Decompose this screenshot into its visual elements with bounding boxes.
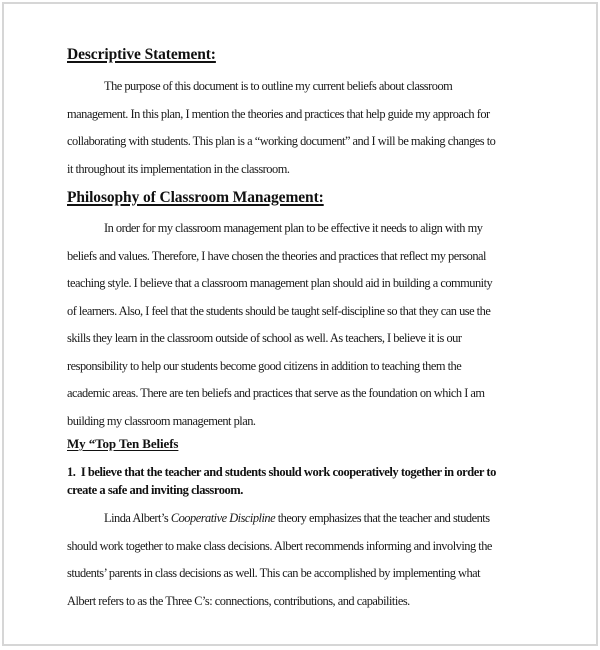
text-line: should work together to make class decisions. Albert recommends informing and involving the — [67, 538, 492, 553]
text-line: management. In this plan, I mention the theories and practices that help guide my approach for — [67, 106, 490, 121]
section-heading-top-ten-beliefs: My “Top Ten Beliefs — [67, 436, 179, 451]
paragraph-descriptive-statement — [67, 73, 495, 183]
text-segment: Linda Albert’s — [104, 511, 171, 525]
document-page — [2, 2, 598, 646]
text-line: students’ parents in class decisions as well. This can be accomplished by implementing what — [67, 566, 481, 580]
text-line: responsibility to help our students become good citizens in addition to teaching them the — [67, 358, 462, 373]
text-segment: theory emphasizes that the teacher and students — [275, 511, 490, 525]
paragraph-philosophy — [67, 215, 492, 435]
text-line: beliefs and values. Therefore, I have chosen the theories and practices that reflect my personal — [67, 248, 486, 263]
section-heading-descriptive-statement: Descriptive Statement: — [67, 46, 216, 63]
text-line: skills they learn in the classroom outside of school as well. As teachers, I believe it is our — [67, 331, 462, 345]
text-line — [67, 505, 492, 533]
text-line: collaborating with students. This plan is a “working document” and I will be making changes to — [67, 134, 496, 148]
section-heading-philosophy: Philosophy of Classroom Management: — [67, 189, 324, 206]
text-line: In order for my classroom management plan to be effective it needs to align with my — [104, 221, 483, 235]
text-line: of learners. Also, I feel that the students should be taught self-discipline so that they can use the — [67, 303, 491, 318]
text-line: The purpose of this document is to outline my current beliefs about classroom — [104, 79, 453, 93]
paragraph-belief-1 — [67, 505, 492, 615]
text-line: 1. I believe that the teacher and students should work cooperatively together in order to — [67, 465, 496, 479]
text-line: create a safe and inviting classroom. — [67, 483, 243, 497]
belief-1-statement — [67, 463, 496, 499]
text-line: teaching style. I believe that a classroom management plan should aid in building a community — [67, 276, 493, 290]
italic-book-title: Cooperative Discipline — [170, 511, 276, 525]
text-line: academic areas. There are ten beliefs and practices that serve as the foundation on which I am — [67, 386, 485, 400]
text-line: Albert refers to as the Three C’s: connections, contributions, and capabilities. — [67, 593, 410, 608]
text-line: it throughout its implementation in the classroom. — [67, 161, 290, 176]
text-line: building my classroom management plan. — [67, 413, 256, 428]
